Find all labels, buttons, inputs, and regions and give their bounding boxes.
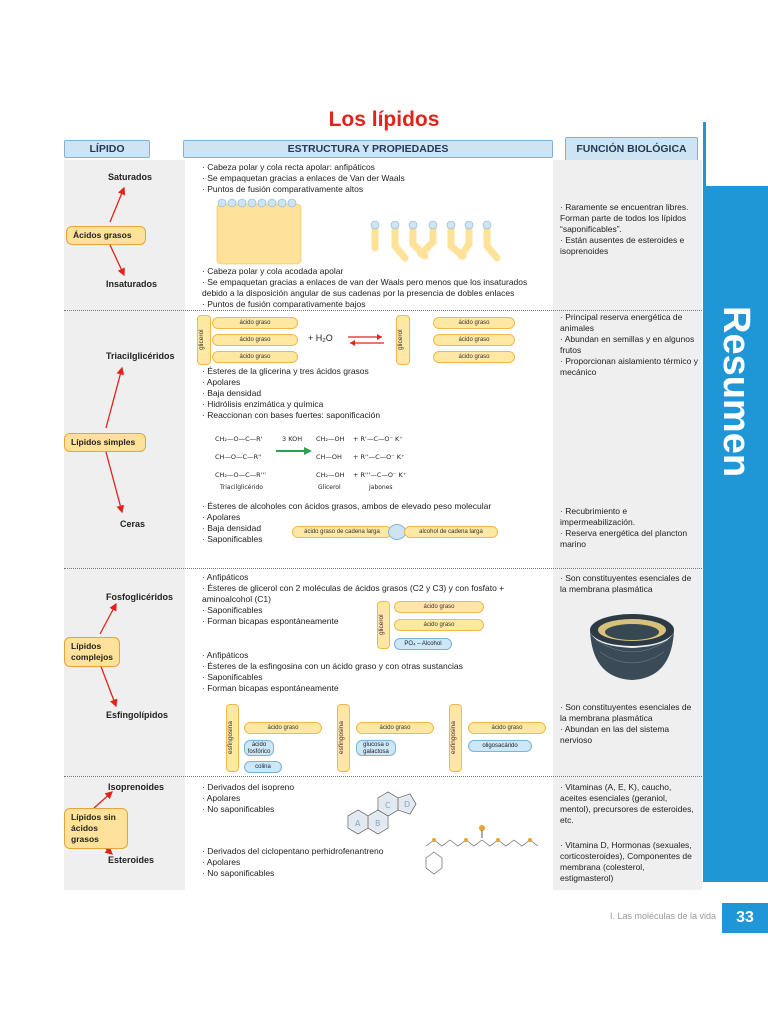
list-item: · Derivados del isopreno (202, 782, 342, 793)
label-ceras: Ceras (120, 519, 146, 529)
list-item: · Abundan en semillas y en algunos frutos (560, 334, 700, 356)
list-item: · Ésteres de la esfingosina con un ácido graso y con otras sustancias (202, 661, 552, 672)
list-item: · Forman bicapas espontáneamente (202, 616, 552, 627)
list-item: · Están ausentes de esteroides e isoprenoides (560, 235, 700, 257)
list-item: · Se empaquetan gracias a enlaces de van der Waals pero menos que los insaturados debido a la disposición angular de sus cadenas por la presencia de dobles enlaces (202, 277, 552, 299)
glicerol-bar (377, 601, 390, 649)
svg-text:D: D (404, 800, 411, 809)
label-saturados: Saturados (108, 172, 153, 182)
label-insaturados: Insaturados (106, 279, 158, 289)
header-funcion: FUNCIÓN BIOLÓGICA (565, 137, 698, 161)
list-item: · Baja densidad (202, 523, 552, 534)
pill-lipidos-complejos: Lípidos complejos (64, 637, 120, 667)
esfingosina-label: esfingosina (227, 721, 234, 755)
list-item: · Cabeza polar y cola acodada apolar (202, 266, 552, 277)
list-item: · Reserva energética del plancton marino (560, 528, 700, 550)
acido-graso-block: ácido graso (433, 351, 515, 363)
header-estructura: ESTRUCTURA Y PROPIEDADES (183, 140, 553, 158)
list-item: · Apolares (202, 377, 552, 388)
steroid-nucleus-illustration (322, 778, 422, 848)
acido-graso-block: ácido graso (468, 722, 546, 734)
list-item: · Cabeza polar y cola recta apolar: anfipáticos (202, 162, 552, 173)
label-triacilgliceridos: Triacilglicéridos (106, 351, 175, 361)
svg-text:C: C (385, 801, 391, 810)
colina: colina (244, 761, 282, 773)
acido-graso-block: ácido graso (433, 317, 515, 329)
side-label: Resumen (715, 305, 757, 478)
bullets-triacil (202, 366, 552, 421)
bullets-esfingo (202, 650, 552, 694)
glicerol-bar (396, 315, 410, 365)
po4-alcohol: PO₄ – Alcohol (394, 638, 452, 650)
bullets-esteroides (202, 846, 422, 879)
list-item: · Son constituyentes esenciales de la membrana plasmática (560, 573, 700, 595)
label-isoprenoides: Isoprenoides (108, 782, 165, 792)
acido-cadena-larga: ácido graso de cadena larga (292, 526, 392, 538)
list-item: · Apolares (202, 512, 552, 523)
glucosa-galactosa: glucosa o galactosa (356, 740, 396, 756)
list-item: · Recubrimiento e impermeabilización. (560, 506, 700, 528)
esfingosina-label: esfingosina (338, 721, 345, 755)
list-item: · Puntos de fusión comparativamente altos (202, 184, 552, 195)
acido-graso-block: ácido graso (212, 351, 298, 363)
caption-glicerol: Glicerol (318, 484, 341, 491)
function-acidos (560, 202, 700, 257)
acido-graso-block: ácido graso (394, 619, 484, 631)
esfingosina-bar (449, 704, 462, 772)
pill-acidos-grasos: Ácidos grasos (66, 226, 146, 245)
acido-graso-block: ácido graso (212, 317, 298, 329)
alcohol-cadena-larga: alcohol de cadena larga (404, 526, 498, 538)
glicerol-label: glicerol (198, 329, 205, 351)
esfingosina-label: esfingosina (450, 721, 457, 755)
bullets-ceras (202, 501, 552, 545)
bullets-insaturados (202, 266, 552, 310)
list-item: · Anfipáticos (202, 650, 552, 661)
pill-lipidos-sin-acidos: Lípidos sin ácidos grasos (64, 808, 128, 849)
function-triacil (560, 312, 700, 378)
page-title: Los lípidos (328, 108, 440, 131)
lipid-vesicle-illustration (586, 604, 678, 686)
list-item: · Abundan en las del sistema nervioso (560, 724, 700, 746)
list-item: · Saponificables (202, 672, 552, 683)
chapter-footer: I. Las moléculas de la vida (609, 911, 716, 921)
list-item: · No saponificables (202, 804, 342, 815)
glicerol-label: glicerol (378, 614, 385, 636)
acido-graso-block: ácido graso (212, 334, 298, 346)
acido-graso-block: ácido graso (356, 722, 434, 734)
glicerol-label: glicerol (397, 329, 404, 351)
function-fosfo (560, 573, 700, 595)
page-number: 33 (722, 903, 768, 933)
caption-jabones: Jabones (369, 484, 393, 491)
list-item: · Raramente se encuentran libres. Forman parte de todos los lípidos “saponificables”. (560, 202, 700, 235)
reagent-label: 3 KOH (282, 435, 303, 443)
list-item: · Reaccionan con bases fuertes: saponificación (202, 410, 552, 421)
bullets-isopren (202, 782, 342, 815)
svg-text:A: A (355, 819, 361, 828)
list-item: · Saponificables (202, 605, 552, 616)
acido-graso-block: ácido graso (433, 334, 515, 346)
esfingosina-bar (226, 704, 239, 772)
list-item: · Forman bicapas espontáneamente (202, 683, 552, 694)
reaction-arrow (274, 446, 314, 456)
caption-triacilglicerido: Triacilglicérido (220, 484, 263, 491)
isoprenoid-molecule-illustration (420, 818, 550, 878)
oligosacarido: oligosacárido (468, 740, 532, 752)
list-item: · Apolares (202, 857, 422, 868)
acido-graso-block: ácido graso (394, 601, 484, 613)
label-fosfogliceridos: Fosfoglicéridos (106, 592, 174, 602)
list-item: · Se empaquetan gracias a enlaces de Van der Waals (202, 173, 552, 184)
list-item: · Son constituyentes esenciales de la membrana plasmática (560, 702, 700, 724)
acido-graso-block: ácido graso (244, 722, 322, 734)
list-item: · Apolares (202, 793, 342, 804)
reaction-glicerol: CH₂—OH CH—OH CH₂—OH (316, 435, 345, 479)
list-item: · Proporcionan aislamiento térmico y mecánico (560, 356, 700, 378)
list-item: · Saponificables (202, 534, 552, 545)
list-item: · Hidrólisis enzimática y química (202, 399, 552, 410)
list-item: · Derivados del ciclopentano perhidrofenantreno (202, 846, 422, 857)
header-lipido: LÍPIDO (64, 140, 150, 158)
pill-lipidos-simples: Lípidos simples (64, 433, 146, 452)
list-item: · Ésteres de glicerol con 2 moléculas de ácidos grasos (C2 y C3) y con fosfato + aminoalcohol (C1) (202, 583, 552, 605)
list-item: · Vitaminas (A, E, K), caucho, aceites esenciales (geraniol, mentol), precursores de esteroides, etc. (560, 782, 700, 826)
list-item: · Vitamina D, Hormonas (sexuales, corticosteroides), Componentes de membrana (colesterol, estigmasterol) (560, 840, 700, 884)
fatty-acid-illustration (205, 196, 505, 268)
function-esfingo (560, 702, 700, 746)
acido-fosforico: ácido fosfórico (244, 740, 274, 756)
esfingosina-bar (337, 704, 350, 772)
glicerol-bar (197, 315, 211, 365)
list-item: · Anfipáticos (202, 572, 552, 583)
list-item: · No saponificables (202, 868, 422, 879)
equilibrium-arrows (346, 332, 386, 348)
side-accent-line (703, 122, 706, 186)
list-item: · Ésteres de la glicerina y tres ácidos grasos (202, 366, 552, 377)
function-esteroides (560, 840, 700, 884)
bullets-saturados (202, 162, 552, 195)
svg-text:B: B (375, 819, 381, 828)
function-ceras (560, 506, 700, 550)
function-isopren (560, 782, 700, 826)
list-item: · Ésteres de alcoholes con ácidos grasos, ambos de elevado peso molecular (202, 501, 552, 512)
reaction-reactant: CH₂—O—C—R' CH—O—C—R'' CH₂—O—C—R''' (215, 435, 267, 479)
reaction-jabones: + R'—C—O⁻ K⁺ + R''—C—O⁻ K⁺ + R'''—C—O⁻ K⁺ (353, 435, 407, 479)
label-esfingolipidos: Esfingolípidos (106, 710, 168, 720)
list-item: · Puntos de fusión comparativamente bajos (202, 299, 552, 310)
list-item: · Baja densidad (202, 388, 552, 399)
label-esteroides: Esteroides (108, 855, 155, 865)
water-label: + H₂O (308, 333, 333, 343)
side-tab (703, 186, 768, 882)
list-item: · Principal reserva energética de animales (560, 312, 700, 334)
